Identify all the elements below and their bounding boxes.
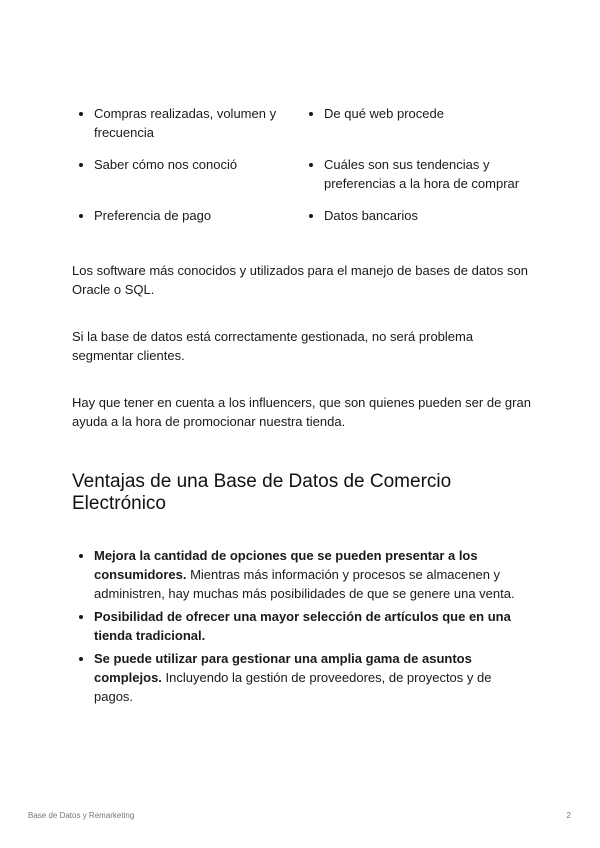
bullet-icon — [72, 649, 94, 706]
bullet-icon — [72, 206, 94, 225]
advantages-list — [72, 546, 532, 710]
bullet-icon — [302, 155, 324, 193]
list-item-bold: Posibilidad de ofrecer una mayor selección de artículos que en una tienda tradicional. — [94, 609, 511, 643]
bullet-icon — [72, 104, 94, 142]
list-item — [302, 104, 532, 142]
bullet-icon — [72, 607, 94, 645]
section-heading: Ventajas de una Base de Datos de Comercio Electrónico — [72, 471, 452, 514]
list-row — [72, 104, 532, 142]
list-item-text — [94, 546, 532, 603]
list-item-detail: Incluyendo la gestión de proveedores, de proyectos y de pagos. — [94, 670, 492, 704]
list-item-text: Saber cómo nos conoció — [94, 157, 238, 172]
list-item — [72, 649, 532, 706]
bullet-icon — [302, 104, 324, 142]
list-item-text — [94, 649, 532, 706]
paragraph-influencers: Hay que tener en cuenta a los influencers, que son quienes pueden ser de gran ayuda a la hora de promocionar nuestra tienda. — [72, 395, 531, 429]
list-item — [72, 206, 302, 225]
list-row — [72, 155, 532, 193]
list-item-text: Datos bancarios — [324, 208, 418, 223]
two-column-list — [72, 104, 532, 238]
page-number: 2 — [566, 811, 571, 820]
list-item — [302, 206, 532, 225]
list-item — [72, 155, 302, 193]
list-item-text: De qué web procede — [324, 106, 444, 121]
list-item-text: Preferencia de pago — [94, 208, 212, 223]
list-row — [72, 206, 532, 225]
bullet-icon — [302, 206, 324, 225]
list-item — [302, 155, 532, 193]
list-item — [72, 607, 532, 645]
list-item — [72, 546, 532, 603]
bullet-icon — [72, 546, 94, 603]
bullet-icon — [72, 155, 94, 193]
list-item-text: Cuáles son sus tendencias y preferencias a la hora de comprar — [324, 157, 520, 191]
paragraph-segmentation: Si la base de datos está correctamente gestionada, no será problema segmentar clientes. — [72, 329, 474, 363]
list-item-bold: Mejora la cantidad de opciones que se pueden presentar a los consumidores. — [94, 548, 478, 582]
paragraph-software: Los software más conocidos y utilizados para el manejo de bases de datos son Oracle o SQL. — [72, 263, 528, 297]
list-item — [72, 104, 302, 142]
footer-title: Base de Datos y Remarketing — [28, 811, 135, 820]
list-item-detail: Mientras más información y procesos se almacenen y administren, hay muchas más posibilidades de que se genere una venta. — [94, 567, 515, 601]
list-item-bold: Se puede utilizar para gestionar una amplia gama de asuntos complejos. — [94, 651, 472, 685]
list-item-text: Compras realizadas, volumen y frecuencia — [94, 106, 277, 140]
list-item-text — [94, 607, 532, 645]
